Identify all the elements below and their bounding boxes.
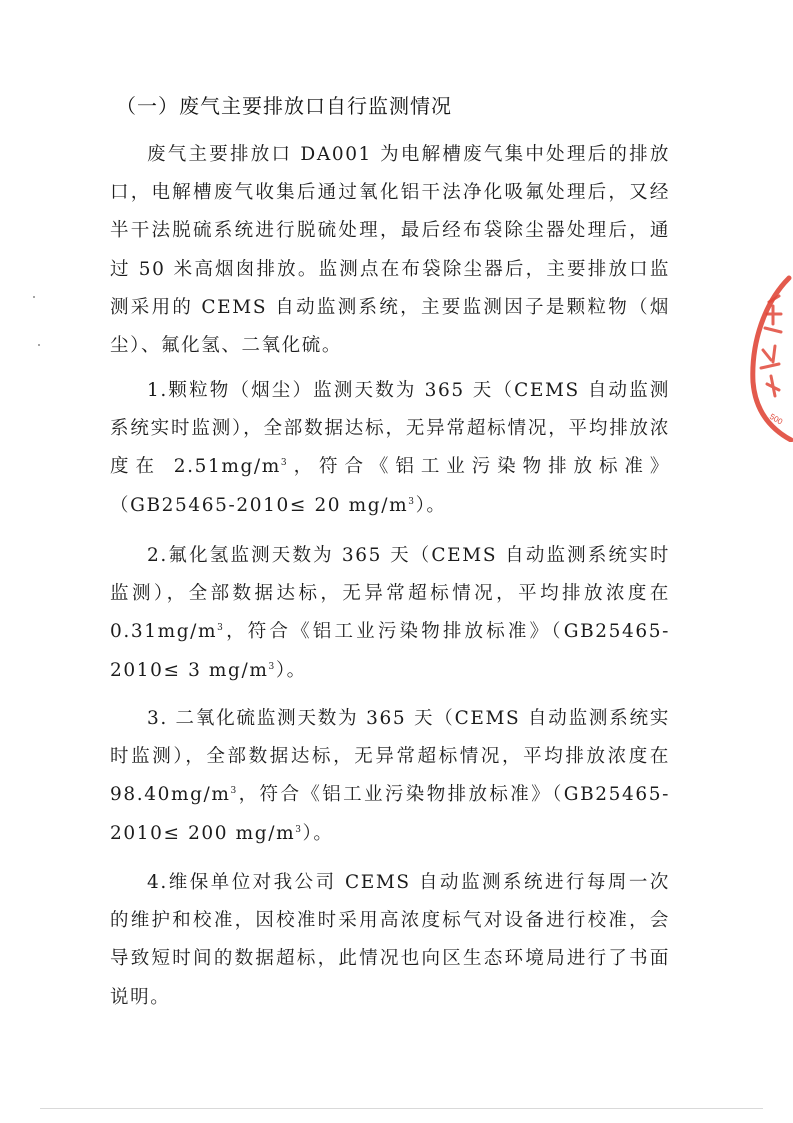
text-segment: ，符合《铝工业污染物排放标准》（GB25465-2010≤ 20 mg/m bbox=[110, 456, 670, 516]
paragraph-maintenance-note: 4.维保单位对我公司 CEMS 自动监测系统进行每周一次的维护和校准，因校准时采用高浓度标气对设备进行校准，会导致短时间的数据超标，此情况也向区生态环境局进行了书面说明。 bbox=[110, 872, 670, 1008]
official-seal-fragment bbox=[745, 272, 793, 442]
superscript: 3 bbox=[230, 786, 238, 797]
text-segment: 3. 二氧化硫监测天数为 365 天（CEMS 自动监测系统实时监测），全部数据达标，无异常超标情况，平均排放浓度在 98.40mg/m bbox=[110, 708, 670, 806]
paragraph-particulate-matter bbox=[110, 372, 670, 525]
seal-number: 500 bbox=[768, 411, 785, 427]
superscript: 3 bbox=[268, 661, 276, 672]
section-heading: （一）废气主要排放口自行监测情况 bbox=[116, 94, 452, 118]
text-segment: ，符合《铝工业污染物排放标准》（GB25465-2010≤ 200 mg/m bbox=[110, 784, 670, 844]
scan-speck bbox=[38, 344, 40, 346]
text-segment: ）。 bbox=[302, 822, 334, 844]
superscript: 3 bbox=[217, 623, 225, 634]
superscript: 3 bbox=[295, 824, 303, 835]
text-segment: ）。 bbox=[415, 494, 447, 516]
page-bottom-edge bbox=[40, 1108, 763, 1109]
superscript: 3 bbox=[280, 458, 289, 469]
paragraph-sulfur-dioxide bbox=[110, 700, 670, 853]
text-segment: 1.颗粒物（烟尘）监测天数为 365 天（CEMS 自动监测系统实时监测），全部数据达标，无异常超标情况，平均排放浓度在 2.51mg/m bbox=[110, 380, 670, 478]
text-segment: ，符合《铝工业污染物排放标准》（GB25465-2010≤ 3 mg/m bbox=[110, 621, 670, 681]
paragraph-hydrogen-fluoride bbox=[110, 537, 670, 690]
scan-speck bbox=[33, 296, 35, 298]
paragraph-outlet-description: 废气主要排放口 DA001 为电解槽废气集中处理后的排放口，电解槽废气收集后通过氧化铝干法净化吸氟处理后，又经半干法脱硫系统进行脱硫处理，最后经布袋除尘器处理后，通过 50 米高烟囱排放。监测点在布袋除尘器后，主要排放口监测采用的 CEMS 自动监测系统，主要监测因子是颗粒物（烟尘）、氟化氢、二氧化硫。 bbox=[110, 144, 670, 357]
text-segment: 2.氟化氢监测天数为 365 天（CEMS 自动监测系统实时监测），全部数据达标，无异常超标情况，平均排放浓度在 0.31mg/m bbox=[110, 545, 670, 643]
text-segment: ）。 bbox=[275, 659, 307, 681]
superscript: 3 bbox=[408, 496, 416, 507]
